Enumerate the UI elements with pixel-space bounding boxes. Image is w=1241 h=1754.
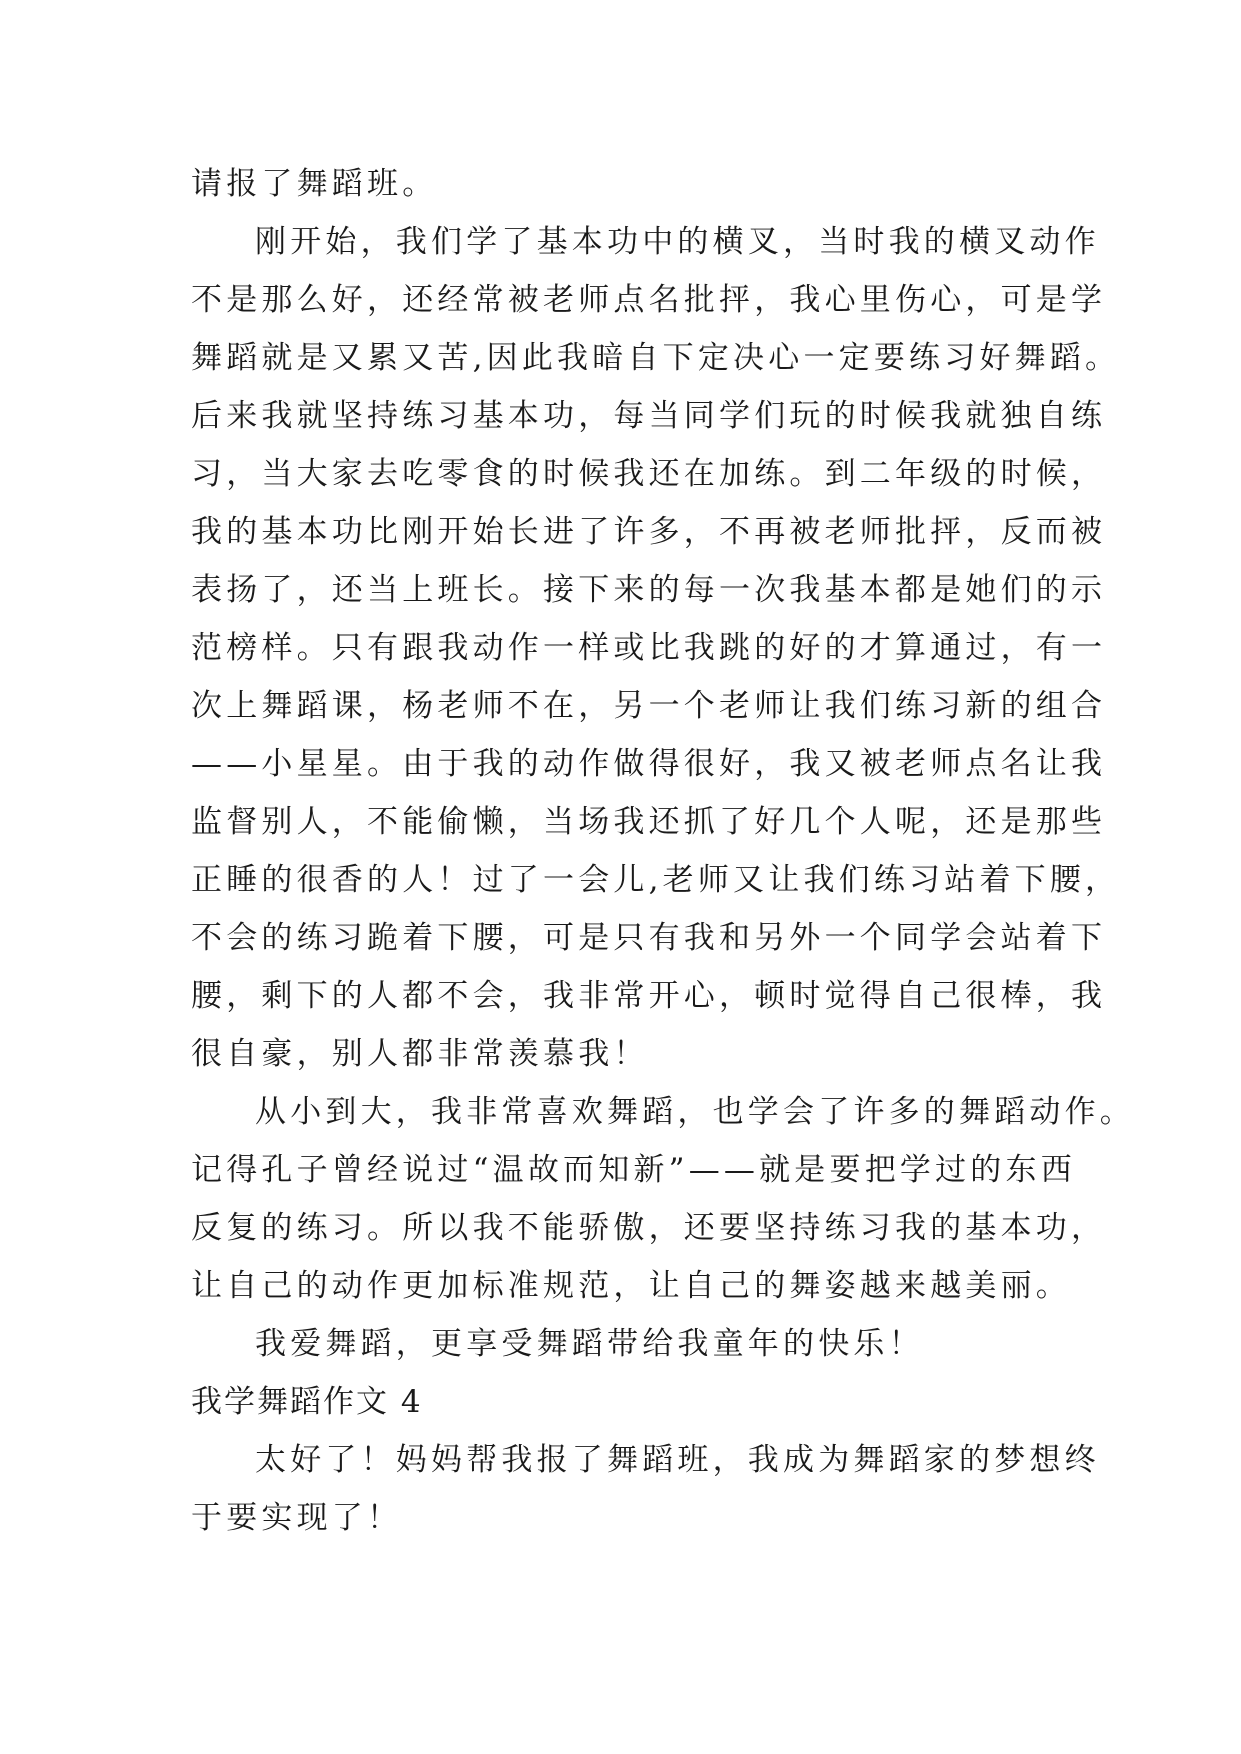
paragraph-line: 记得孔子曾经说过“温故而知新”——就是要把学过的东西 — [191, 1152, 1076, 1188]
paragraph-line: 不是那么好，还经常被老师点名批抨，我心里伤心，可是学 — [191, 282, 1107, 318]
section-heading: 我学舞蹈作文 4 — [191, 1384, 423, 1420]
paragraph-line: 很自豪，别人都非常羡慕我！ — [191, 1036, 649, 1072]
paragraph-line: 不会的练习跪着下腰，可是只有我和另外一个同学会站着下 — [191, 920, 1107, 956]
paragraph-line: ——小星星。由于我的动作做得很好，我又被老师点名让我 — [191, 746, 1107, 782]
paragraph-line: 次上舞蹈课，杨老师不在，另一个老师让我们练习新的组合 — [191, 688, 1107, 724]
paragraph-line: 请报了舞蹈班。 — [191, 166, 438, 202]
paragraph-line: 舞蹈就是又累又苦,因此我暗自下定决心一定要练习好舞蹈。 — [191, 340, 1121, 376]
paragraph-line: 腰，剩下的人都不会，我非常开心，顿时觉得自己很棒，我 — [191, 978, 1107, 1014]
paragraph-line: 表扬了，还当上班长。接下来的每一次我基本都是她们的示 — [191, 572, 1107, 608]
paragraph-line: 刚开始，我们学了基本功中的横叉，当时我的横叉动作 — [255, 224, 1100, 260]
paragraph-line: 我爱舞蹈，更享受舞蹈带给我童年的快乐！ — [255, 1326, 924, 1362]
paragraph-line: 范榜样。只有跟我动作一样或比我跳的好的才算通过，有一 — [191, 630, 1107, 666]
paragraph-line: 习，当大家去吃零食的时候我还在加练。到二年级的时候， — [191, 456, 1107, 492]
paragraph-line: 太好了！妈妈帮我报了舞蹈班，我成为舞蹈家的梦想终 — [255, 1442, 1100, 1478]
document-page — [191, 155, 1135, 1547]
paragraph-line: 反复的练习。所以我不能骄傲，还要坚持练习我的基本功， — [191, 1210, 1107, 1246]
paragraph-line: 监督别人，不能偷懒，当场我还抓了好几个人呢，还是那些 — [191, 804, 1107, 840]
paragraph-line: 正睡的很香的人！过了一会儿,老师又让我们练习站着下腰， — [191, 862, 1121, 898]
paragraph-line: 从小到大，我非常喜欢舞蹈，也学会了许多的舞蹈动作。 — [255, 1094, 1135, 1130]
paragraph-line: 于要实现了！ — [191, 1500, 403, 1536]
paragraph-line: 后来我就坚持练习基本功，每当同学们玩的时候我就独自练 — [191, 398, 1107, 434]
paragraph-line: 我的基本功比刚开始长进了许多，不再被老师批抨，反而被 — [191, 514, 1107, 550]
paragraph-line: 让自己的动作更加标准规范，让自己的舞姿越来越美丽。 — [191, 1268, 1071, 1304]
